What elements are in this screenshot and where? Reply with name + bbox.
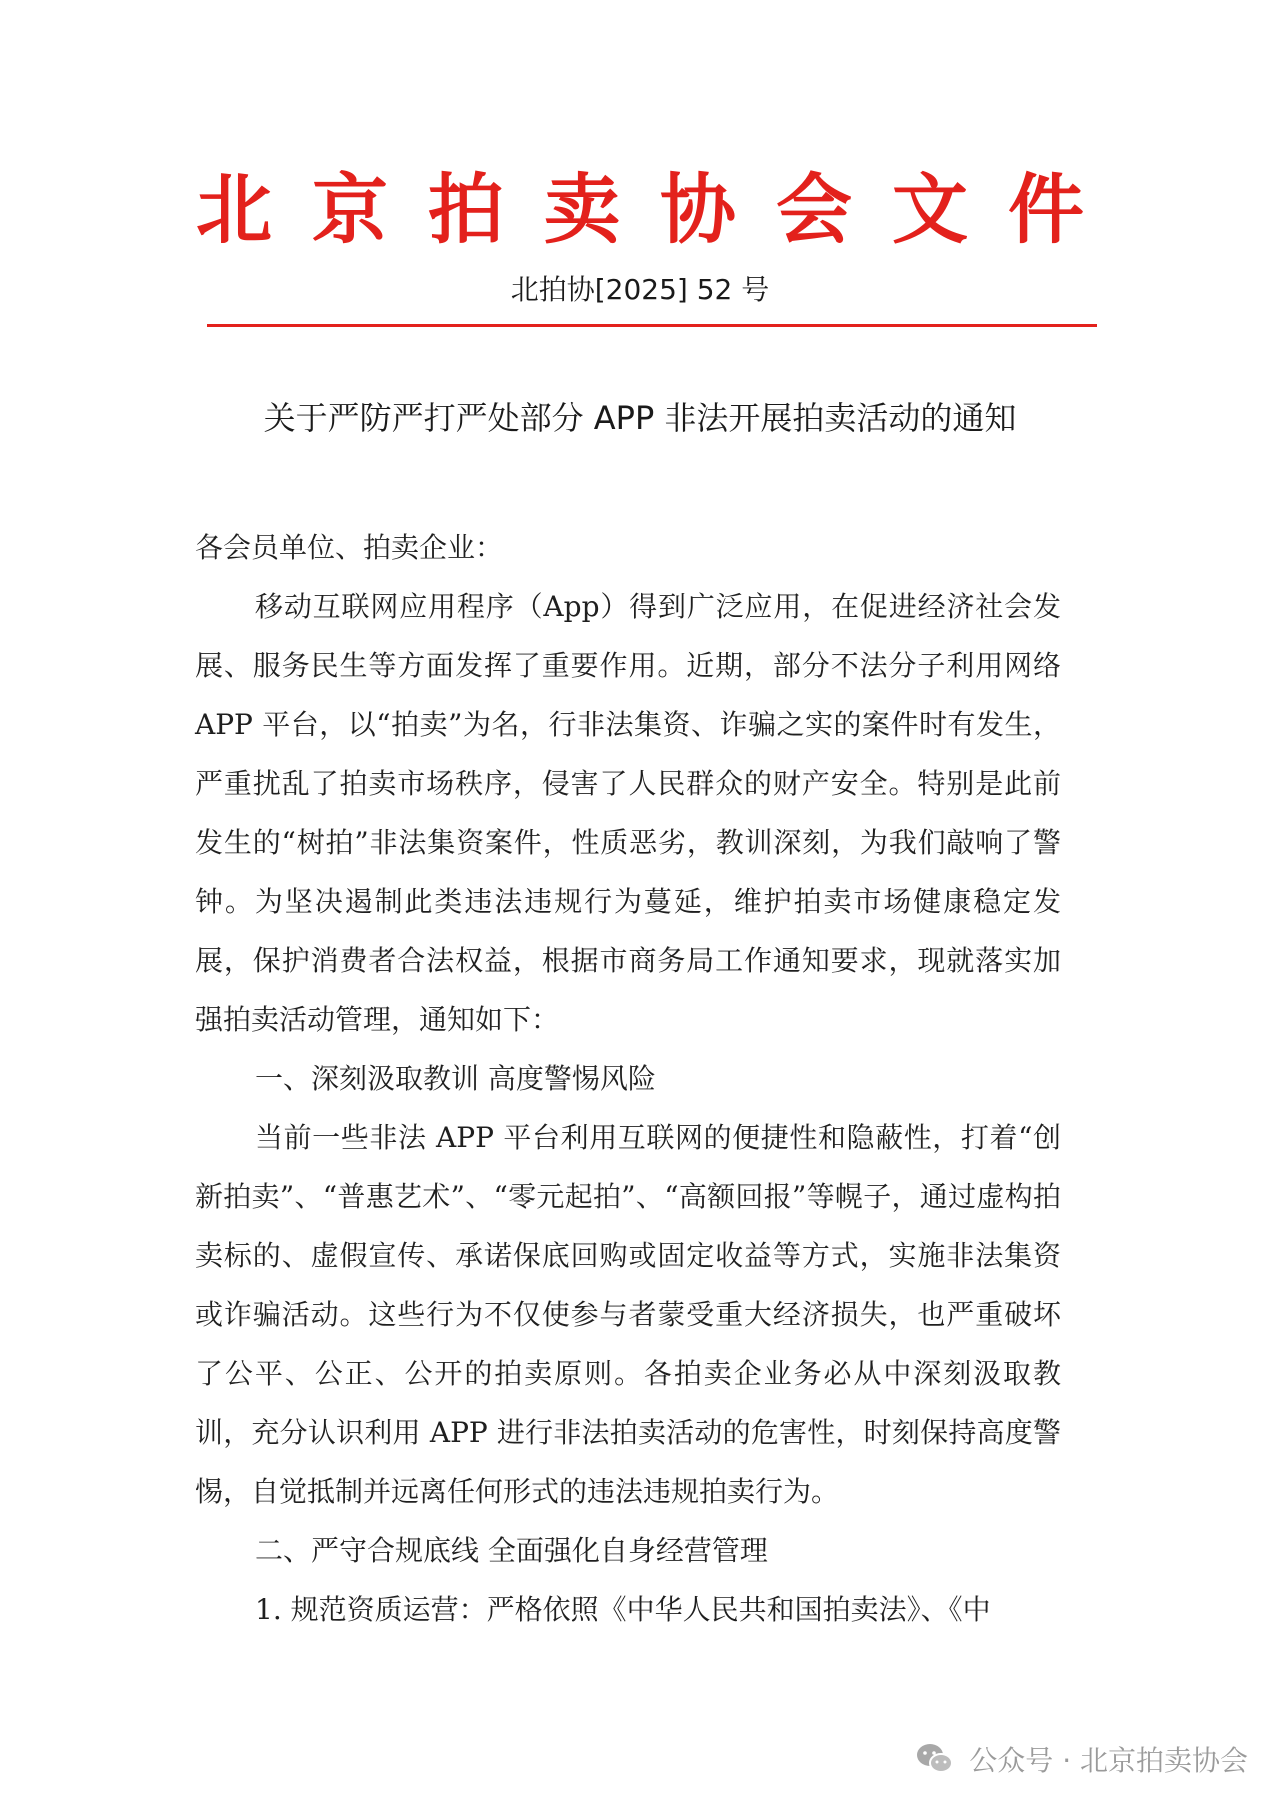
wechat-watermark bbox=[915, 1735, 1248, 1783]
wechat-icon bbox=[915, 1742, 955, 1776]
document-body bbox=[195, 518, 1061, 1639]
document-header-title: 北京拍卖协会文件 bbox=[196, 165, 1124, 254]
notice-title: 关于严防严打严处部分 APP 非法开展拍卖活动的通知 bbox=[263, 399, 1017, 437]
paragraph-section-1: 当前一些非法 APP 平台利用互联网的便捷性和隐蔽性，打着“创新拍卖”、“普惠艺术”、“零元起拍”、“高额回报”等幌子，通过虚构拍卖标的、虚假宣传、承诺保底回购或固定收益等方式，实施非法集资或诈骗活动。这些行为不仅使参与者蒙受重大经济损失，也严重破坏了公平、公正、公开的拍卖原则。各拍卖企业务必从中深刻汲取教训，充分认识利用 APP 进行非法拍卖活动的危害性，时刻保持高度警惕，自觉抵制并远离任何形式的违法违规拍卖行为。 bbox=[195, 1121, 1061, 1508]
section-1-heading: 一、深刻汲取教训 高度警惕风险 bbox=[255, 1062, 656, 1095]
salutation: 各会员单位、拍卖企业： bbox=[195, 531, 504, 564]
paragraph-item-1: 1. 规范资质运营：严格依照《中华人民共和国拍卖法》、《中 bbox=[255, 1593, 991, 1626]
watermark-text: 公众号 · 北京拍卖协会 bbox=[969, 1744, 1248, 1777]
section-2-heading: 二、严守合规底线 全面强化自身经营管理 bbox=[255, 1534, 768, 1567]
red-divider bbox=[207, 324, 1097, 327]
document-number: 北拍协[2025] 52 号 bbox=[510, 273, 770, 306]
paragraph-intro: 移动互联网应用程序（App）得到广泛应用，在促进经济社会发展、服务民生等方面发挥了重要作用。近期，部分不法分子利用网络 APP 平台，以“拍卖”为名，行非法集资、诈骗之实的案件时有发生，严重扰乱了拍卖市场秩序，侵害了人民群众的财产安全。特别是此前发生的“树拍”非法集资案件，性质恶劣，教训深刻，为我们敲响了警钟。为坚决遏制此类违法违规行为蔓延，维护拍卖市场健康稳定发展，保护消费者合法权益，根据市商务局工作通知要求，现就落实加强拍卖活动管理，通知如下： bbox=[195, 590, 1061, 1036]
